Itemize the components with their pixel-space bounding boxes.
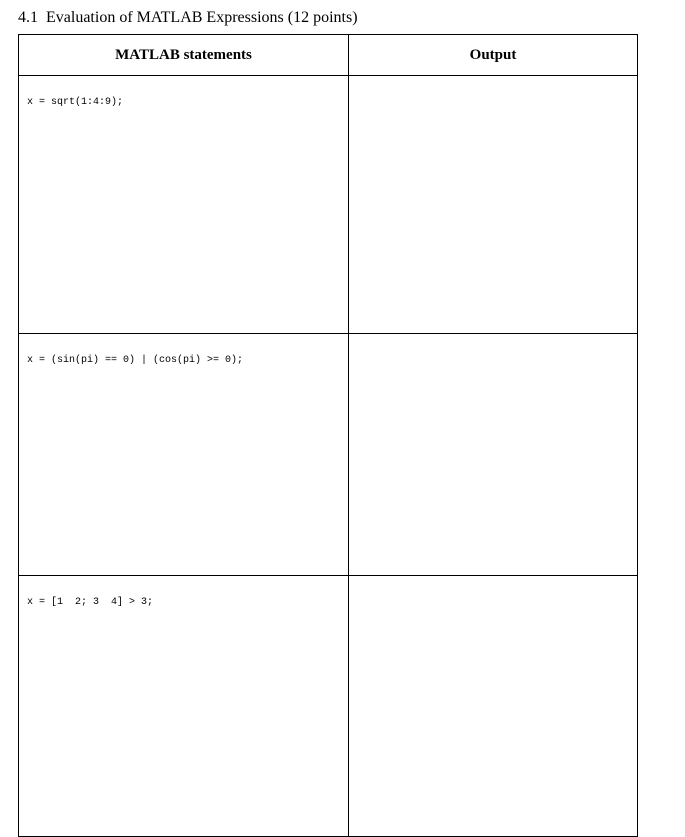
header-statements: MATLAB statements xyxy=(19,35,349,76)
evaluation-table xyxy=(18,34,638,837)
table-row xyxy=(19,576,638,837)
output-cell[interactable] xyxy=(349,576,638,837)
header-output: Output xyxy=(349,35,638,76)
statement-cell xyxy=(19,334,349,576)
section-heading xyxy=(18,8,358,28)
table-row xyxy=(19,334,638,576)
matlab-statement: x = (sin(pi) == 0) | (cos(pi) >= 0); xyxy=(27,355,244,366)
matlab-statement: x = [1 2; 3 4] > 3; xyxy=(27,597,154,608)
output-cell[interactable] xyxy=(349,334,638,576)
section-number: 4.1 xyxy=(18,9,38,26)
table-header-row xyxy=(19,35,638,76)
statement-cell xyxy=(19,576,349,837)
statement-cell xyxy=(19,76,349,334)
output-cell[interactable] xyxy=(349,76,638,334)
matlab-statement: x = sqrt(1:4:9); xyxy=(27,97,124,108)
section-title: Evaluation of MATLAB Expressions (12 points) xyxy=(46,9,358,26)
table-row xyxy=(19,76,638,334)
